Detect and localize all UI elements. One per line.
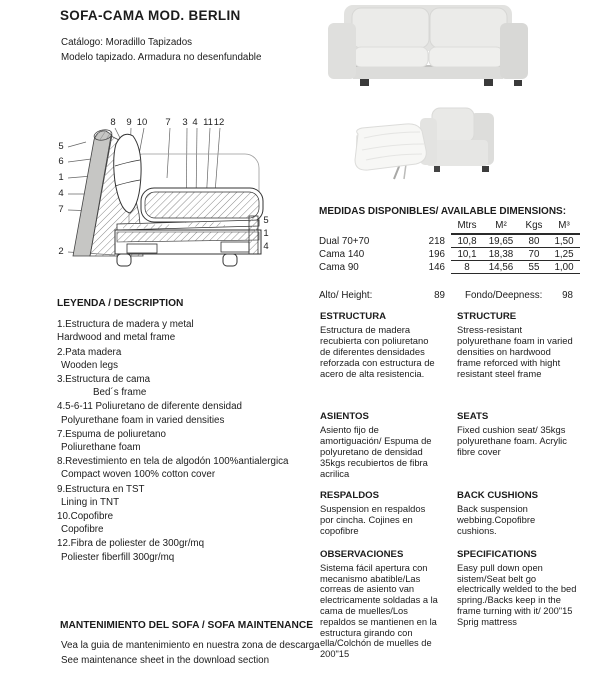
legend-item (57, 510, 312, 536)
col-header-mtrs: Mtrs (457, 220, 477, 231)
sofa-open-illustration (342, 104, 502, 182)
legend-item-es: 4.5-6-11 Poliuretano de diferente densidad (57, 401, 243, 413)
table-row-label: Dual 70+70 (319, 236, 370, 247)
diagram-callout-1-left: 1 (58, 172, 64, 183)
sofa-closed-photo (326, 2, 530, 92)
section-asientos-en (457, 411, 577, 457)
table-cell-m2: 18,38 (488, 249, 514, 260)
legend-item-en: Compact woven 100% cotton cover (61, 469, 216, 481)
legend-item-es: 1.Estructura de madera y metal (57, 319, 194, 331)
table-cell-kgs: 55 (528, 262, 540, 273)
table-cell-mtrs: 10,8 (457, 236, 477, 247)
section-observaciones-es (320, 550, 440, 660)
legend-item (57, 373, 312, 399)
legend-item-es: 8.Revestimiento en tela de algodón 100%antialergica (57, 456, 289, 468)
table-rule (451, 260, 580, 261)
diagram-callout-4-right: 4 (263, 241, 269, 252)
legend-item (57, 428, 312, 454)
section-body-es: Suspension en respaldos por cincha. Cojines en copofibre (320, 503, 426, 536)
section-body-es: Sistema fácil apertura con mecanismo abatible/Las correas de asiento van electricamente soldadas a la cama de muelles/Los repaldos se mantienen en la estructura girando con ella/Colchón de muelles de 200"15 (320, 562, 438, 660)
table-cell-m3: 1,00 (554, 262, 574, 273)
section-title-en: STRUCTURE (457, 311, 517, 322)
legend-item-es: 12.Fibra de poliester de 300gr/mq (57, 538, 205, 550)
maintenance-line-es: Vea la guia de mantenimiento en nuestra zona de descarga (61, 640, 320, 651)
section-respaldos-en (457, 490, 577, 536)
legend-item-en: Hardwood and metal frame (57, 332, 176, 344)
diagram-callout-8: 8 (110, 117, 116, 128)
depth-label: Fondo/Deepness: (465, 290, 543, 301)
table-rule (451, 233, 580, 235)
table-rule (451, 273, 580, 274)
diagram-callout-1-right: 1 (263, 228, 269, 239)
section-title-es: OBSERVACIONES (320, 549, 404, 560)
section-estructura-es (320, 311, 440, 379)
legend-item-en: Poliurethane foam (61, 442, 141, 454)
section-title-en: SPECIFICATIONS (457, 549, 537, 560)
section-title-en: SEATS (457, 411, 489, 422)
legend-item (57, 537, 312, 563)
cross-section-drawing (53, 114, 293, 279)
table-rule (451, 247, 580, 248)
table-cell-size: 196 (428, 249, 445, 260)
table-cell-size: 218 (428, 236, 445, 247)
section-body-es: Asiento fijo de amortiguación/ Espuma de polyuretano de densidad 35kgs recubiertos de fibra acrilica (320, 424, 432, 479)
legend-item (57, 483, 312, 509)
section-title-es: ESTRUCTURA (320, 311, 387, 322)
legend-item-es: 9.Estructura en TST (57, 483, 145, 495)
table-row-label: Cama 140 (319, 249, 365, 260)
table-cell-mtrs: 8 (464, 262, 470, 273)
table-cell-m2: 14,56 (488, 262, 514, 273)
table-cell-m2: 19,65 (488, 236, 514, 247)
legend-item-en: Poliester fiberfill 300gr/mq (61, 551, 175, 563)
diagram-callout-4: 4 (192, 117, 198, 128)
diagram-callout-4-left: 4 (58, 188, 64, 199)
legend-item-en: Wooden legs (61, 359, 119, 371)
table-cell-m3: 1,50 (554, 236, 574, 247)
model-line: Modelo tapizado. Armadura no desenfundable (61, 52, 262, 63)
diagram-callout-6-left: 6 (58, 156, 64, 167)
depth-value: 98 (562, 290, 573, 301)
catalog-line: Catálogo: Moradillo Tapizados (61, 37, 193, 48)
diagram-callout-7: 7 (165, 117, 171, 128)
page-title: SOFA-CAMA MOD. BERLIN (60, 8, 241, 23)
section-estructura-en (457, 311, 577, 379)
section-title-en: BACK CUSHIONS (457, 490, 539, 501)
table-cell-size: 146 (428, 262, 445, 273)
section-title-es: ASIENTOS (320, 411, 369, 422)
diagram-callout-10: 10 (136, 117, 148, 128)
height-label: Alto/ Height: (319, 290, 373, 301)
legend-item (57, 318, 312, 344)
diagram-callout-5-right: 5 (263, 215, 269, 226)
col-header-kgs: Kgs (525, 220, 543, 231)
section-respaldos-es (320, 490, 440, 536)
diagram-callout-9: 9 (126, 117, 132, 128)
legend-item-es: 10.Copofibre (57, 511, 114, 523)
section-body-en: Easy pull down open sistem/Seat belt go electrically welded to the bed spring./Backs keep in the frame turning with it/ 200"15 Sprig mattress (457, 562, 577, 627)
diagram-callout-7-left: 7 (58, 204, 64, 215)
table-cell-kgs: 80 (528, 236, 540, 247)
legend-item-es: 7.Espuma de poliuretano (57, 428, 166, 440)
table-cell-mtrs: 10,1 (457, 249, 477, 260)
legend-section (57, 297, 312, 565)
section-asientos-es (320, 411, 440, 479)
diagram-callout-2-left: 2 (58, 246, 64, 257)
legend-item-es: 3.Estructura de cama (57, 374, 151, 386)
diagram-callout-11: 11 (203, 117, 213, 128)
legend-item-es: 2.Pata madera (57, 346, 122, 358)
legend-item-en: Polyurethane foam in varied densities (61, 414, 225, 426)
sofa-cross-section-diagram (53, 114, 293, 279)
section-body-en: Back suspension webbing.Copofibre cushions. (457, 503, 536, 536)
section-body-es: Estructura de madera recubierta con poliuretano de diferentes densidades reforzada con estructura de acero de alta resistencia. (320, 324, 435, 379)
section-body-en: Fixed cushion seat/ 35kgs polyurethane foam. Acrylic fibre cover (457, 424, 567, 457)
col-header-m2: M² (495, 220, 507, 231)
height-value: 89 (434, 290, 445, 301)
section-body-en: Stress-resistant polyurethane foam in varied densities on hardwood frame reforced with hight resistant steel frame (457, 324, 573, 379)
legend-item-en: Bed´s frame (93, 387, 147, 399)
maintenance-heading: MANTENIMIENTO DEL SOFA / SOFA MAINTENANCE (60, 620, 313, 631)
legend-item (57, 346, 312, 372)
diagram-callout-12: 12 (213, 117, 225, 128)
maintenance-line-en: See maintenance sheet in the download section (61, 655, 270, 666)
legend-item-en: Lining in TNT (61, 496, 120, 508)
col-header-m3: M³ (558, 220, 570, 231)
diagram-callout-3: 3 (182, 117, 188, 128)
dimensions-heading: MEDIDAS DISPONIBLES/ AVAILABLE DIMENSIONS: (319, 206, 567, 217)
sofa-open-photo (342, 104, 502, 182)
legend-item (57, 400, 312, 426)
legend-heading: LEYENDA / DESCRIPTION (57, 298, 184, 309)
legend-item (57, 455, 312, 481)
section-title-es: RESPALDOS (320, 490, 379, 501)
diagram-callout-5-left: 5 (58, 141, 64, 152)
table-row-label: Cama 90 (319, 262, 359, 273)
sofa-closed-illustration (326, 2, 530, 92)
legend-item-en: Copofibre (61, 524, 104, 536)
table-cell-kgs: 70 (528, 249, 540, 260)
table-cell-m3: 1,25 (554, 249, 574, 260)
section-observaciones-en (457, 550, 577, 628)
